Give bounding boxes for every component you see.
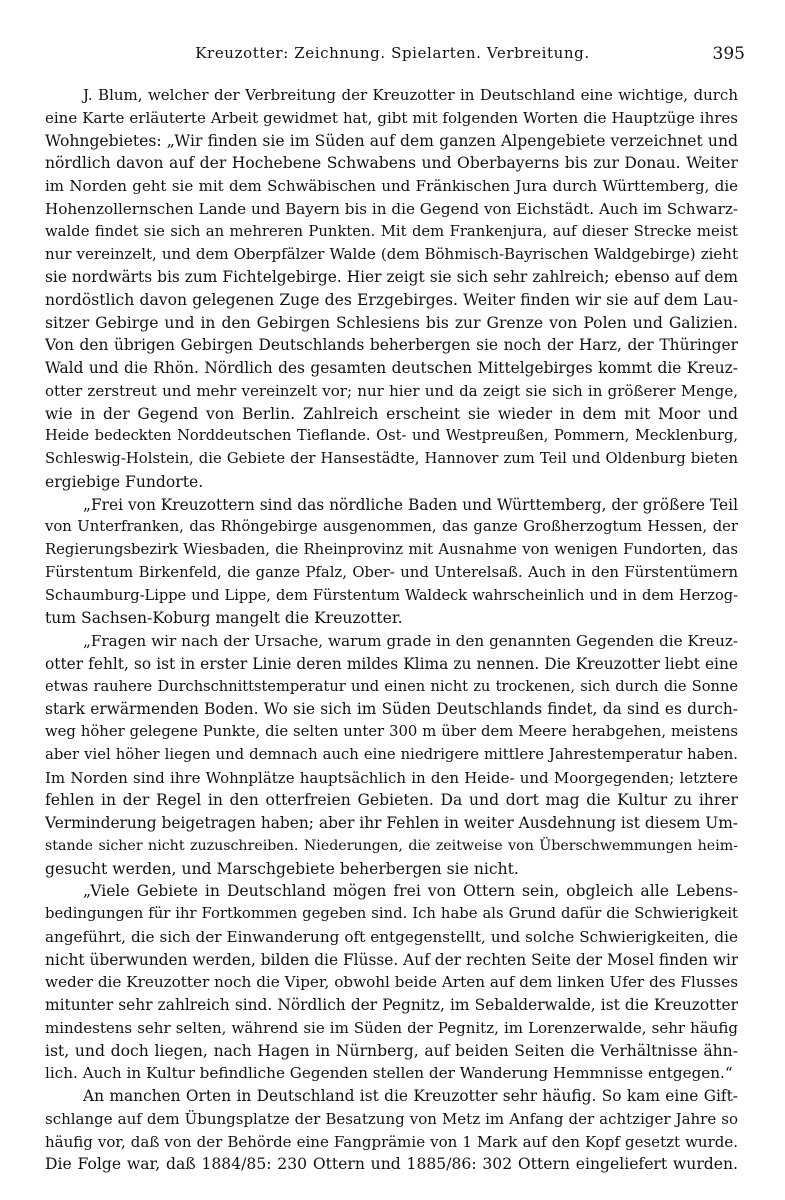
text-line: sie nordwärts bis zum Fichtelgebirge. Hier zeigt sie sich sehr zahlreich; ebenso auf dem: [45, 268, 738, 286]
text-line: nur vereinzelt, und dem Oberpfälzer Walde (dem Böhmisch-Bayrischen Waldgebirge) zieht: [45, 245, 738, 264]
text-line: weg höher gelegene Punkte, die selten unter 300 m über dem Meere herabgehen, meistens: [45, 723, 738, 740]
text-line: schlange auf dem Übungsplatze der Besatzung von Metz im Anfang der achtziger Jahre so: [45, 1109, 738, 1128]
text-line: „Viele Gebiete in Deutschland mögen frei von Ottern sein, obgleich alle Lebens-: [83, 882, 738, 901]
body-text: [45, 84, 738, 1176]
text-line: Fürstentum Birkenfeld, die ganze Pfalz, Ober- und Unterelsaß. Auch in den Fürstentümern: [45, 563, 738, 581]
text-line: Im Norden sind ihre Wohnplätze hauptsächlich in den Heide- und Moorgegenden; letztere: [45, 768, 738, 787]
text-line: bedingungen für ihr Fortkommen gegeben sind. Ich habe als Grund dafür die Schwierigkeit: [45, 905, 738, 922]
text-line: Regierungsbezirk Wiesbaden, die Rheinprovinz mit Ausnahme von wenigen Fundorten, das: [45, 541, 738, 558]
text-line: sitzer Gebirge und in den Gebirgen Schlesiens bis zur Grenze von Polen und Galizien.: [45, 313, 738, 332]
text-line: stande sicher nicht zuzuschreiben. Niederungen, die zeitweise von Überschwemmungen heim-: [45, 837, 738, 854]
text-line: ergiebige Fundorte.: [45, 472, 204, 491]
text-line: aber viel höher liegen und demnach auch eine niedrigere mittlere Jahrestemperatur haben.: [45, 745, 738, 763]
text-line: wie in der Gegend von Berlin. Zahlreich erscheint sie wieder in dem mit Moor und: [45, 404, 738, 423]
text-line: Wohngebietes: „Wir finden sie im Süden auf dem ganzen Alpengebiete verzeichnet und: [45, 131, 738, 150]
text-line: angeführt, die sich der Einwanderung oft entgegenstellt, und solche Schwierigkeiten, die: [45, 927, 738, 946]
paragraph: [45, 880, 738, 1085]
text-line: eine Karte erläuterte Arbeit gewidmet hat, gibt mit folgenden Worten die Hauptzüge ihres: [45, 108, 738, 127]
page-number: 395: [712, 44, 745, 64]
text-line: ist, und doch liegen, nach Hagen in Nürnberg, auf beiden Seiten die Verhältnisse ähn-: [45, 1041, 738, 1060]
text-line: Wald und die Rhön. Nördlich des gesamten deutschen Mittelgebirges kommt die Kreuz-: [45, 359, 738, 377]
text-line: walde findet sie sich an mehreren Punkten. Mit dem Frankenjura, auf dieser Strecke meist: [45, 222, 738, 240]
text-line: weder die Kreuzotter noch die Viper, obwohl beide Arten auf dem linken Ufer des Flusses: [45, 973, 738, 992]
text-line: Heide bedeckten Norddeutschen Tieflande. Ost- und Westpreußen, Pommern, Mecklenburg,: [45, 427, 738, 445]
text-line: gesucht werden, und Marschgebiete beherbergen sie nicht.: [45, 859, 519, 878]
text-line: Verminderung beigetragen haben; aber ihr Fehlen in weiter Ausdehnung ist diesem Um-: [45, 814, 738, 832]
paragraph: [45, 494, 738, 631]
text-line: Die Folge war, daß 1884/85: 230 Ottern und 1885/86: 302 Ottern eingeliefert wurden.: [45, 1155, 738, 1174]
text-line: fehlen in der Regel in den otterfreien Gebieten. Da und dort mag die Kultur zu ihrer: [45, 791, 738, 810]
text-line: mindestens sehr selten, während sie im Süden der Pegnitz, im Lorenzerwalde, sehr häufig: [45, 1018, 738, 1037]
text-line: otter zerstreut und mehr vereinzelt vor; nur hier und da zeigt sie sich in größerer Menge,: [45, 381, 738, 400]
text-line: Schaumburg-Lippe und Lippe, dem Fürstentum Waldeck wahrscheinlich und in dem Herzog-: [45, 586, 738, 604]
text-line: Hohenzollernschen Lande und Bayern bis in die Gegend von Eichstädt. Auch im Schwarz-: [45, 199, 738, 218]
text-line: Schleswig-Holstein, die Gebiete der Hansestädte, Hannover zum Teil und Oldenburg bieten: [45, 450, 738, 467]
text-line: nordöstlich davon gelegenen Zuge des Erzgebirges. Weiter finden wir sie auf dem Lau-: [45, 290, 738, 309]
text-line: stark erwärmenden Boden. Wo sie sich im Süden Deutschlands findet, da sind es durch-: [45, 700, 738, 719]
running-header: [40, 44, 745, 70]
text-line: lich. Auch in Kultur befindliche Gegenden stellen der Wanderung Hemmnisse entgegen.“: [45, 1064, 733, 1083]
paragraph: [45, 1085, 738, 1176]
paragraph: [45, 84, 738, 494]
text-line: Von den übrigen Gebirgen Deutschlands beherbergen sie noch der Harz, der Thüringer: [45, 336, 738, 355]
text-line: häufig vor, daß von der Behörde eine Fangprämie von 1 Mark auf den Kopf gesetzt wurde.: [45, 1132, 738, 1151]
text-line: nördlich davon auf der Hochebene Schwabens und Oberbayerns bis zur Donau. Weiter: [45, 154, 738, 173]
text-line: im Norden geht sie mit dem Schwäbischen und Fränkischen Jura durch Württemberg, die: [45, 177, 738, 195]
text-line: etwas rauhere Durchschnittstemperatur und einen nicht zu trockenen, sich durch die Sonne: [45, 677, 738, 695]
text-line: nicht überwunden werden, bilden die Flüsse. Auf der rechten Seite der Mosel finden wir: [45, 950, 738, 969]
text-line: otter fehlt, so ist in erster Linie deren mildes Klima zu nennen. Die Kreuzotter liebt eine: [45, 654, 738, 673]
paragraph: [45, 630, 738, 880]
text-line: An manchen Orten in Deutschland ist die Kreuzotter sehr häufig. So kam eine Gift-: [83, 1087, 738, 1105]
text-line: von Unterfranken, das Rhöngebirge ausgenommen, das ganze Großherzogtum Hessen, der: [45, 518, 738, 536]
text-line: mitunter sehr zahlreich sind. Nördlich der Pegnitz, im Sebalderwalde, ist die Kreuzotter: [45, 996, 738, 1014]
running-title: Kreuzotter: Zeichnung. Spielarten. Verbreitung.: [195, 44, 590, 62]
text-line: tum Sachsen-Koburg mangelt die Kreuzotter.: [45, 609, 403, 628]
text-line: „Frei von Kreuzottern sind das nördliche Baden und Württemberg, der größere Teil: [83, 495, 738, 514]
text-line: „Fragen wir nach der Ursache, warum grade in den genannten Gegenden die Kreuz-: [83, 632, 738, 650]
text-line: J. Blum, welcher der Verbreitung der Kreuzotter in Deutschland eine wichtige, durch: [83, 86, 738, 104]
